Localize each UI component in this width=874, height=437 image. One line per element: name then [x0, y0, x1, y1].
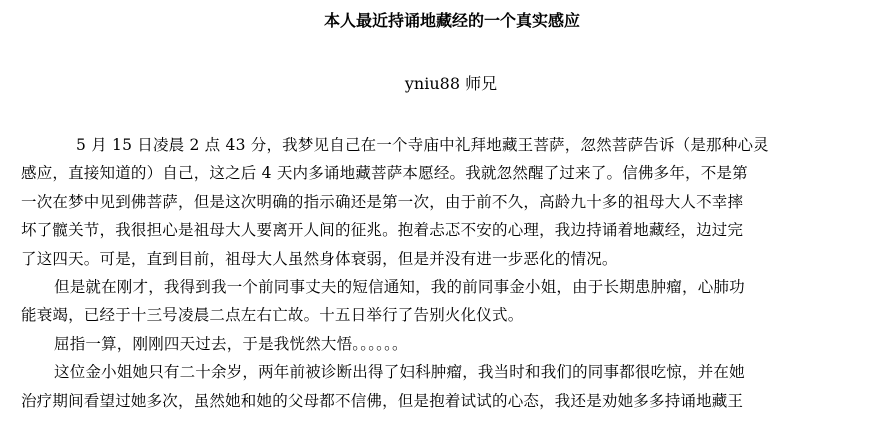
- paragraph-line: 5 月 15 日凌晨 2 点 43 分，我梦见自己在一个寺庙中礼拜地藏王菩萨，忽然菩萨告诉（是那种心灵: [76, 136, 769, 154]
- article-body: [21, 131, 861, 415]
- paragraph-line: 坏了髋关节，我很担心是祖母大人要离开人间的征兆。抱着忐忑不安的心理，我边持诵着地藏经，边过完: [21, 221, 744, 240]
- paragraph-line: 治疗期间看望过她多次，虽然她和她的父母都不信佛，但是抱着试试的心态，我还是劝她多多持诵地藏王: [21, 391, 744, 410]
- paragraph-line: 这位金小姐她只有二十余岁，两年前被诊断出得了妇科肿瘤，我当时和我们的同事都很吃惊，并在她: [54, 363, 745, 382]
- paragraph-line: 了这四天。可是，直到目前，祖母大人虽然身体衰弱，但是并没有进一步恶化的情况。: [21, 249, 618, 268]
- paragraph-line: 屈指一算，刚刚四天过去，于是我恍然大悟。。。。。。: [54, 334, 408, 353]
- paragraph-line: 但是就在刚才，我得到我一个前同事丈夫的短信通知，我的前同事金小姐，由于长期患肿瘤，心肺功: [54, 278, 745, 297]
- paragraph-1: [21, 131, 861, 273]
- paragraph-2: [21, 273, 861, 330]
- paragraph-3: [21, 330, 861, 358]
- paragraph-line: 一次在梦中见到佛菩萨，但是这次明确的指示确还是第一次，由于前不久，高龄九十多的祖母大人不幸摔: [21, 192, 744, 211]
- paragraph-4: [21, 358, 861, 415]
- paragraph-line: 能衰竭，已经于十三号凌晨二点左右亡故。十五日举行了告别火化仪式。: [21, 306, 524, 325]
- article-author: yniu88 师兄: [404, 74, 498, 93]
- article-title: 本人最近持诵地藏经的一个真实感应: [323, 11, 580, 30]
- paragraph-line: 感应，直接知道的）自己，这之后 4 天内多诵地藏菩萨本愿经。我就忽然醒了过来了。信佛多年，不是第: [21, 164, 748, 183]
